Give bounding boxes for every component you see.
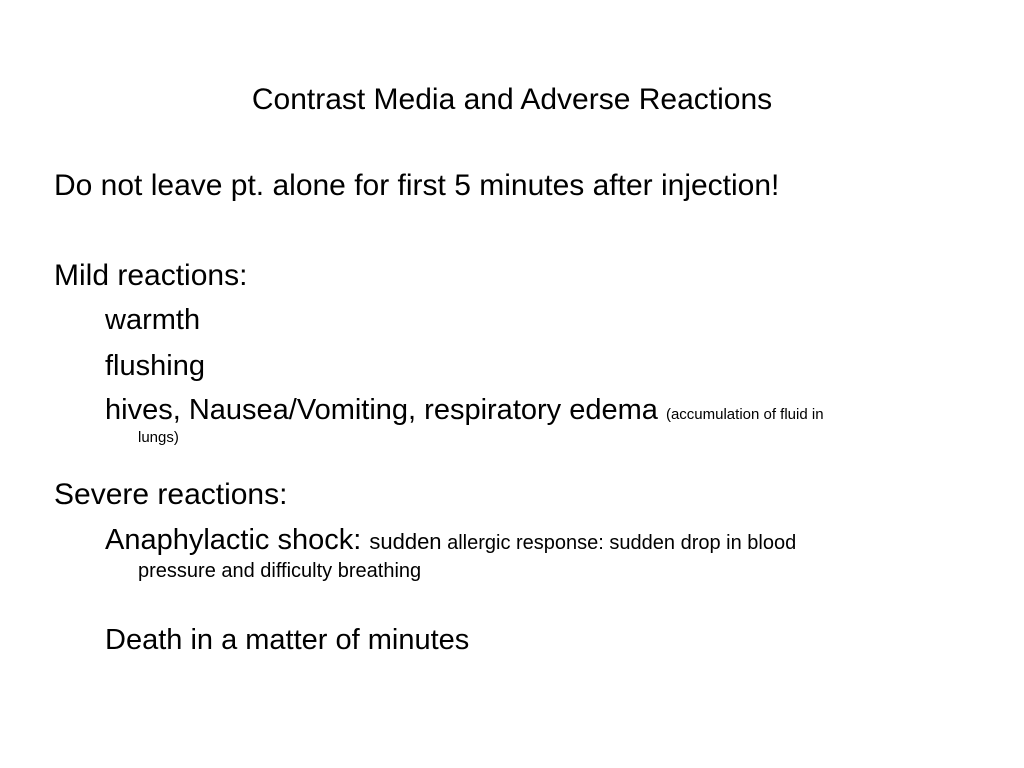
death-note: Death in a matter of minutes — [105, 624, 470, 656]
anaphylactic-shock-label: Anaphylactic shock: — [105, 524, 370, 556]
mild-item-hives-text: hives, Nausea/Vomiting, respiratory edema — [105, 394, 666, 426]
mild-item-hives-note: (accumulation of fluid in — [665, 406, 824, 423]
anaphylactic-description: allergic response: sudden drop in blood — [441, 532, 797, 554]
anaphylactic-sudden-word: sudden — [369, 529, 442, 554]
slide-title: Contrast Media and Adverse Reactions — [251, 83, 773, 116]
anaphylactic-shock-item — [105, 520, 796, 563]
mild-item-hives-note-cont: lungs) — [138, 429, 179, 446]
mild-item-hives — [105, 390, 824, 435]
severe-reactions-heading: Severe reactions: — [54, 478, 288, 511]
mild-reactions-heading: Mild reactions: — [54, 259, 248, 292]
warning-text: Do not leave pt. alone for first 5 minutes after injection! — [54, 169, 780, 202]
mild-item-warmth: warmth — [105, 304, 201, 336]
mild-item-flushing: flushing — [105, 350, 205, 382]
anaphylactic-description-cont: pressure and difficulty breathing — [138, 560, 422, 582]
